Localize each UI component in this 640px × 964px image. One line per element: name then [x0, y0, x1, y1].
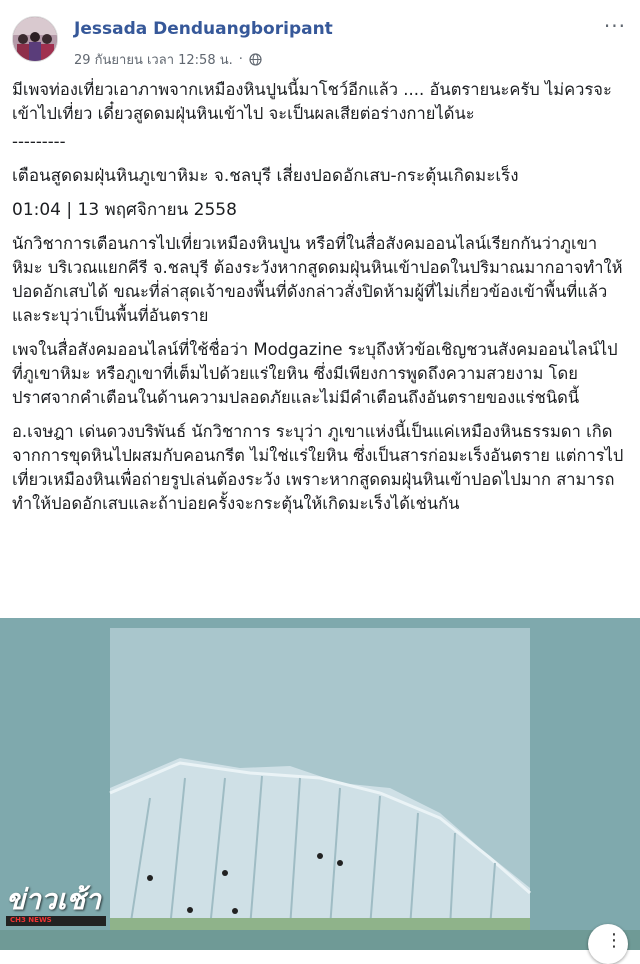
avatar-photo [13, 17, 58, 62]
logo-title: ข่าวเช้า [6, 883, 101, 916]
post-intro: มีเพจท่องเที่ยวเอาภาพจากเหมืองหินปูนนี้มาโชว์อีกแล้ว .... อันตรายนะครับ ไม่ควรจะเข้าไปเที่ยว เดี๋ยวสูดดมฝุ่นหินเข้าไป จะเป็นผลเสียต่อร่างกายได้นะ [12, 80, 612, 123]
photo-options-button[interactable] [588, 924, 628, 964]
vertical-dots-icon: ⋮ [605, 930, 623, 951]
post-body [12, 78, 624, 526]
article-paragraph-1: นักวิชาการเตือนการไปเที่ยวเหมืองหินปูน หรือที่ในสื่อสังคมออนไลน์เรียกกันว่าภูเขาหิมะ บริเวณแยกคีรี จ.ชลบุรี ต้องระวังหากสูดดมฝุ่นหินเข้าปอดในปริมาณมากอาจทำให้ปอดอักเสบได้ ขณะที่ล่าสุดเจ้าของพื้นที่ดังกล่าวสั่งปิดห้ามผู้ที่ไม่เกี่ยวข้องเข้าพื้นที่แล้วและระบุว่าเป็นพื้นที่อันตราย [12, 234, 623, 325]
article-dateline: 01:04 | 13 พฤศจิกายน 2558 [12, 200, 237, 220]
meta-separator: · [238, 52, 243, 67]
article-paragraph-2: เพจในสื่อสังคมออนไลน์ที่ใช้ชื่อว่า Modgazine ระบุถึงหัวข้อเชิญชวนสังคมออนไลน์ไปที่ภูเขาหิมะ หรือภูเขาที่เต็มไปด้วยแร่ใยหิน ซึ่งมีเพียงการพูดถึงความสวยงาม โดยปราศจากคำเตือนในด้านความปลอดภัยและไม่มีคำเตือนถึงอันตรายของแร่ชนิดนี้ [12, 340, 618, 407]
article-paragraph-3: อ.เจษฎา เด่นดวงบริพันธ์ นักวิชาการ ระบุว่า ภูเขาแห่งนี้เป็นแค่เหมืองหินธรรมดา เกิดจากการขุดหินไปผสมกับคอนกรีต ไม่ใช่แร่ใยหิน ซึ่งเป็นสารก่อมะเร็งอันตราย แต่การไปเที่ยวเหมืองหินเพื่อถ่ายรูปเล่นต้องระวัง เพราะหากสูดดมฝุ่นหินเข้าปอดไปมาก สามารถทำให้ปอดอักเสบและถ้าบ่อยครั้งจะกระตุ้นให้เกิดมะเร็งได้เช่นกัน [12, 422, 624, 513]
more-options-icon[interactable]: ··· [603, 14, 626, 38]
post-meta [74, 49, 262, 70]
author-avatar[interactable] [12, 16, 58, 62]
post-divider: --------- [12, 132, 66, 151]
globe-icon[interactable] [249, 53, 262, 66]
logo-subtitle: CH3 NEWS [10, 916, 52, 924]
author-name[interactable]: Jessada Denduangboripant [74, 19, 333, 39]
post-timestamp[interactable]: 29 กันยายน เวลา 12:58 น. [74, 53, 233, 68]
news-channel-logo [2, 878, 112, 938]
article-headline: เตือนสูดดมฝุ่นหินภูเขาหิมะ จ.ชลบุรี เสี่ยงปอดอักเสบ-กระตุ้นเกิดมะเร็ง [12, 166, 519, 186]
post-header [12, 12, 628, 68]
